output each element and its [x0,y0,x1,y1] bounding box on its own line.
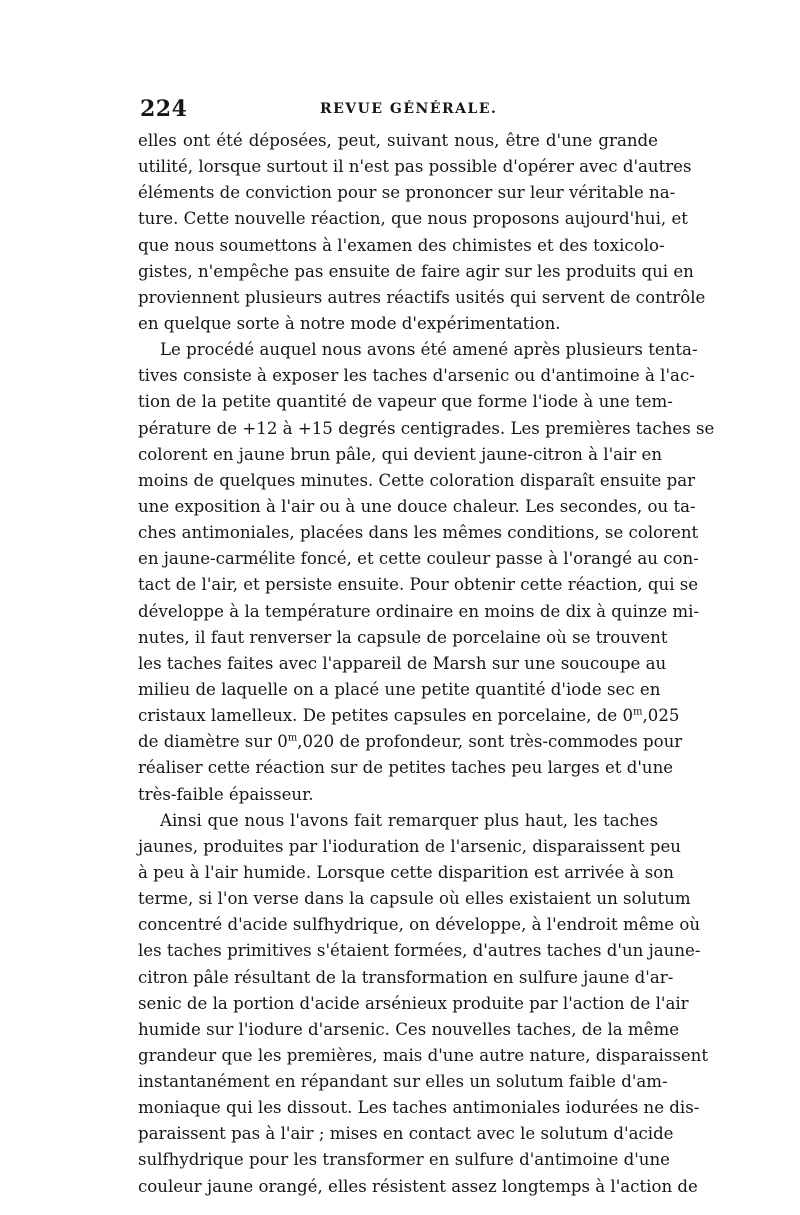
text-line: de diamètre sur 0$^m$,020 de profondeur, sont très-commodes pour [138,732,683,752]
text-line: sulfhydrique pour les transformer en sulfure d'antimoine d'une [138,1150,671,1170]
text-line: Ainsi que nous l'avons fait remarquer plus haut, les taches [160,810,658,830]
text-line: concentré d'acide sulfhydrique, on développe, à l'endroit même où [138,915,701,935]
text-line: proviennent plusieurs autres réactifs usités qui servent de contrôle [138,287,706,307]
text-line: à peu à l'air humide. Lorsque cette disparition est arrivée à son [138,862,674,882]
text-line: paraissent pas à l'air ; mises en contact avec le solutum d'acide [138,1124,674,1144]
text-line: grandeur que les premières, mais d'une autre nature, disparaissent [138,1045,709,1065]
text-line: couleur jaune orangé, elles résistent assez longtemps à l'action de [138,1176,698,1196]
text-line: colorent en jaune brun pâle, qui devient jaune-citron à l'air en [138,444,663,464]
text-line: que nous soumettons à l'examen des chimistes et des toxicolo- [138,235,665,255]
text-line: jaunes, produites par l'ioduration de l'arsenic, disparaissent peu [138,836,681,856]
text-line: elles ont été déposées, peut, suivant nous, être d'une grande [138,131,658,150]
body-text [138,128,715,1200]
running-head [140,96,660,126]
page-number: 224 [140,96,188,122]
text-line: réaliser cette réaction sur de petites taches peu larges et d'une [138,758,674,778]
text-line: pérature de +12 à +15 degrés centigrades. Les premières taches se [138,418,715,438]
text-line: tion de la petite quantité de vapeur que forme l'iode à une tem- [138,392,673,412]
text-line: les taches faites avec l'appareil de Marsh sur une soucoupe au [138,653,667,673]
text-line: en jaune-carmélite foncé, et cette couleur passe à l'orangé au con- [138,549,699,569]
text-line: nutes, il faut renverser la capsule de porcelaine où se trouvent [138,627,668,647]
text-line: instantanément en répandant sur elles un solutum faible d'am- [138,1072,668,1092]
text-line: ture. Cette nouvelle réaction, que nous proposons aujourd'hui, et [138,209,688,229]
text-line: terme, si l'on verse dans la capsule où elles existaient un solutum [138,889,691,909]
text-line: milieu de laquelle on a placé une petite quantité d'iode sec en [138,679,661,699]
text-line: moniaque qui les dissout. Les taches antimoniales iodurées ne dis- [138,1098,700,1118]
text-line: gistes, n'empêche pas ensuite de faire agir sur les produits qui en [138,261,694,281]
text-line: senic de la portion d'acide arsénieux produite par l'action de l'air [138,993,689,1013]
text-line: en quelque sorte à notre mode d'expérimentation. [138,313,561,333]
running-title: REVUE GÉNÉRALE. [320,101,498,117]
text-line: ches antimoniales, placées dans les mêmes conditions, se colorent [138,523,699,543]
text-line: une exposition à l'air ou à une douce chaleur. Les secondes, ou ta- [138,496,696,516]
text-line: tact de l'air, et persiste ensuite. Pour obtenir cette réaction, qui se [138,575,699,595]
text-line: utilité, lorsque surtout il n'est pas possible d'opérer avec d'autres [138,157,692,177]
text-line: éléments de conviction pour se prononcer sur leur véritable na- [138,183,676,203]
text-line: citron pâle résultant de la transformation en sulfure jaune d'ar- [138,967,674,987]
text-line: moins de quelques minutes. Cette coloration disparaît ensuite par [138,470,696,490]
text-line: tives consiste à exposer les taches d'arsenic ou d'antimoine à l'ac- [138,366,695,386]
text-line: très-faible épaisseur. [138,784,314,804]
text-line: Le procédé auquel nous avons été amené après plusieurs tenta- [160,340,698,360]
text-line: développe à la température ordinaire en moins de dix à quinze mi- [138,601,700,621]
text-line: les taches primitives s'étaient formées, d'autres taches d'un jaune- [138,941,701,961]
text-line: cristaux lamelleux. De petites capsules en porcelaine, de 0$^m$,025 [138,706,680,726]
text-line: humide sur l'iodure d'arsenic. Ces nouvelles taches, de la même [138,1019,680,1039]
